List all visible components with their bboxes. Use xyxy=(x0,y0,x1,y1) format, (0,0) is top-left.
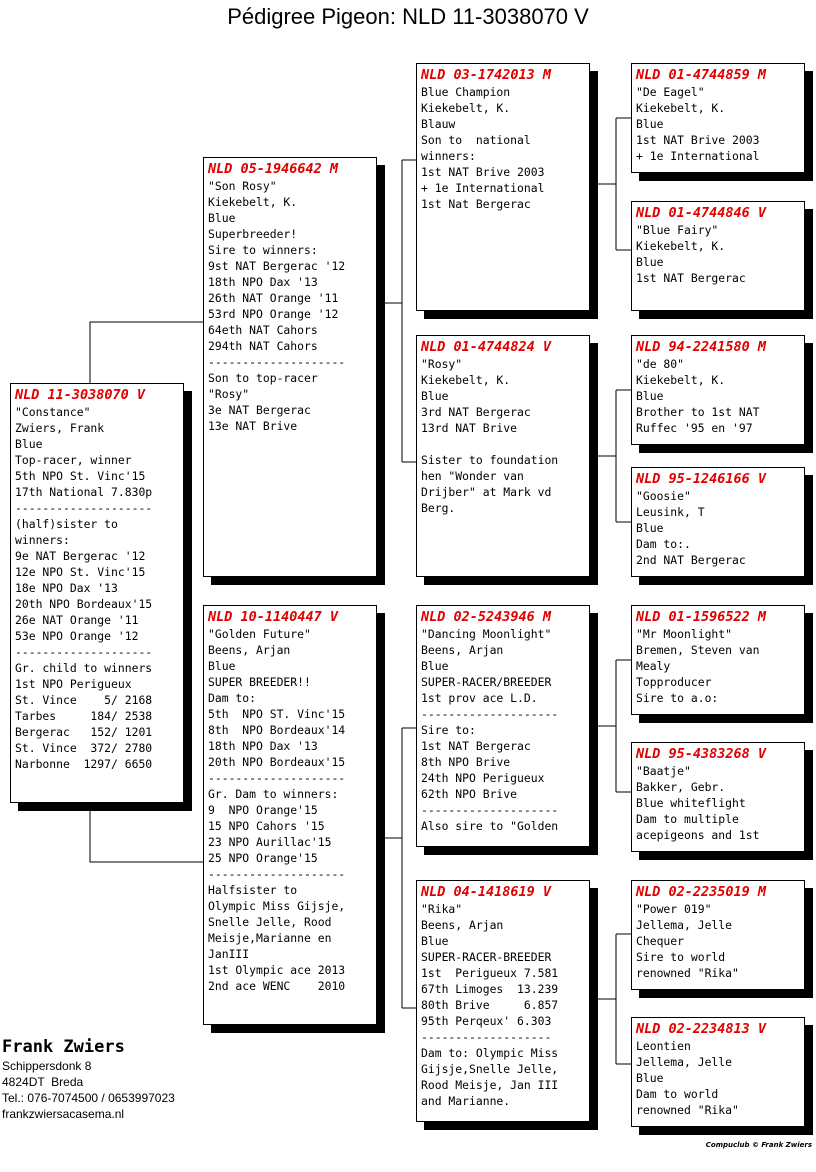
pigeon-card-dd-dam xyxy=(631,1017,805,1127)
pedigree-line: Dam to: xyxy=(208,691,257,705)
pedigree-line: Blue xyxy=(636,117,664,131)
pedigree-line: Sister to foundation xyxy=(421,453,559,467)
pedigree-line: Zwiers, Frank xyxy=(15,421,105,435)
pedigree-line: and Marianne. xyxy=(421,1094,511,1108)
pedigree-line: Blauw xyxy=(421,117,456,131)
pigeon-details xyxy=(636,1038,800,1118)
pedigree-line: Dam to: Olympic Miss xyxy=(421,1046,559,1060)
pedigree-line: Narbonne 1297/ 6650 xyxy=(15,757,153,771)
ring-number: NLD 05-1946642 M xyxy=(208,161,339,177)
pedigree-line: 20th NPO Bordeaux'15 xyxy=(15,597,153,611)
pedigree-line: 18e NPO Dax '13 xyxy=(15,581,118,595)
pedigree-line: Bergerac 152/ 1201 xyxy=(15,725,153,739)
pedigree-line: St. Vince 5/ 2168 xyxy=(15,693,153,707)
pedigree-line: Mealy xyxy=(636,659,671,673)
pedigree-line: Drijber" at Mark vd xyxy=(421,485,552,499)
pedigree-line: 1st prov ace L.D. xyxy=(421,691,538,705)
pedigree-line: Bakker, Gebr. xyxy=(636,780,726,794)
pedigree-line: Blue whiteflight xyxy=(636,796,746,810)
pedigree-line: (half)sister to xyxy=(15,517,118,531)
pedigree-line: 20th NPO Bordeaux'15 xyxy=(208,755,346,769)
pedigree-line: 294th NAT Cahors xyxy=(208,339,318,353)
pedigree-line: hen "Wonder van xyxy=(421,469,524,483)
pedigree-line: Blue xyxy=(421,389,449,403)
pedigree-line: Son to top-racer xyxy=(208,371,318,385)
pedigree-line: Halfsister to xyxy=(208,883,298,897)
pedigree-line: Blue xyxy=(636,255,664,269)
ring-number: NLD 11-3038070 V xyxy=(15,387,146,403)
pedigree-line: Berg. xyxy=(421,501,456,515)
pedigree-line: 23 NPO Aurillac'15 xyxy=(208,835,332,849)
pedigree-line: 3rd NAT Bergerac xyxy=(421,405,531,419)
pedigree-line: 1st Perigueux 7.581 xyxy=(421,966,559,980)
pigeon-card-ss-sire xyxy=(631,63,805,173)
pigeon-card-dd-sire xyxy=(631,880,805,990)
pedigree-line: "Golden Future" xyxy=(208,627,311,641)
pedigree-line: 15 NPO Cahors '15 xyxy=(208,819,325,833)
pedigree-line: Blue xyxy=(636,1071,664,1085)
pigeon-card-subject xyxy=(10,383,184,803)
pigeon-details xyxy=(421,626,585,834)
pigeon-card-dam xyxy=(203,605,377,1025)
pedigree-line: "Rosy" xyxy=(208,387,250,401)
pedigree-line: Meisje,Marianne en xyxy=(208,931,332,945)
pigeon-card-ds-sire xyxy=(631,605,805,715)
pigeon-card-sire-dam xyxy=(416,335,590,577)
pedigree-line: 67th Limoges 13.239 xyxy=(421,982,559,996)
pedigree-line: 1st NAT Brive 2003 xyxy=(636,133,760,147)
pedigree-line: St. Vince 372/ 2780 xyxy=(15,741,153,755)
pedigree-line: "Son Rosy" xyxy=(208,179,277,193)
pedigree-line: Son to national xyxy=(421,133,531,147)
pigeon-details xyxy=(636,84,800,164)
breeder-city: 4824DT Breda xyxy=(2,1075,84,1089)
pigeon-card-sire xyxy=(203,157,377,577)
pedigree-line: 5th NPO ST. Vinc'15 xyxy=(208,707,346,721)
pedigree-line: Ruffec '95 en '97 xyxy=(636,421,753,435)
pedigree-line: 3e NAT Bergerac xyxy=(208,403,311,417)
pedigree-line: + 1e International xyxy=(421,181,545,195)
ring-number: NLD 95-1246166 V xyxy=(636,471,767,487)
copyright-credit: Compuclub © Frank Zwiers xyxy=(705,1141,812,1149)
pedigree-line: 1st NPO Perigueux xyxy=(15,677,132,691)
pigeon-card-dam-dam xyxy=(416,880,590,1122)
ring-number: NLD 95-4383268 V xyxy=(636,746,767,762)
pedigree-line: "Goosie" xyxy=(636,489,691,503)
pedigree-line: Blue xyxy=(421,659,449,673)
pedigree-line: SUPER-RACER-BREEDER xyxy=(421,950,552,964)
pedigree-line: Leusink, T xyxy=(636,505,705,519)
pigeon-details xyxy=(208,178,372,434)
pedigree-line: acepigeons and 1st xyxy=(636,828,760,842)
pedigree-line: Blue xyxy=(15,437,43,451)
pigeon-details xyxy=(636,222,800,286)
breeder-street: Schippersdonk 8 xyxy=(2,1059,92,1073)
pedigree-line: Dam to multiple xyxy=(636,812,739,826)
pedigree-line: -------------------- xyxy=(208,771,346,785)
pedigree-line: "Mr Moonlight" xyxy=(636,627,733,641)
pigeon-details xyxy=(421,901,585,1109)
pedigree-line: "Rosy" xyxy=(421,357,463,371)
pedigree-line: 2nd NAT Bergerac xyxy=(636,553,746,567)
pedigree-line: Sire to a.o: xyxy=(636,691,719,705)
pedigree-line: "Blue Fairy" xyxy=(636,223,719,237)
page-title: Pédigree Pigeon: NLD 11-3038070 V xyxy=(227,4,589,29)
pedigree-line: Kiekebelt, K. xyxy=(636,101,726,115)
pedigree-line: Blue xyxy=(208,211,236,225)
ring-number: NLD 94-2241580 M xyxy=(636,339,767,355)
pedigree-line: 8th NPO Brive xyxy=(421,755,511,769)
pedigree-line: Blue xyxy=(421,934,449,948)
pigeon-card-ds-dam xyxy=(631,742,805,852)
pedigree-line: Kiekebelt, K. xyxy=(636,373,726,387)
pigeon-details xyxy=(15,404,179,772)
pedigree-line: winners: xyxy=(15,533,70,547)
pigeon-details xyxy=(636,356,800,436)
pedigree-line: 12e NPO St. Vinc'15 xyxy=(15,565,146,579)
pedigree-line: 5th NPO St. Vinc'15 xyxy=(15,469,146,483)
pedigree-line: Also sire to "Golden xyxy=(421,819,559,833)
pigeon-details xyxy=(421,356,585,516)
pedigree-line: ------------------- xyxy=(421,1030,552,1044)
pedigree-line: Sire to world xyxy=(636,950,726,964)
pedigree-line: Dam to:. xyxy=(636,537,691,551)
pedigree-line: -------------------- xyxy=(15,645,153,659)
pedigree-line: Topproducer xyxy=(636,675,712,689)
pedigree-line: Kiekebelt, K. xyxy=(208,195,298,209)
pedigree-line: "Dancing Moonlight" xyxy=(421,627,552,641)
pedigree-line: Blue xyxy=(636,389,664,403)
pedigree-line: Top-racer, winner xyxy=(15,453,132,467)
ring-number: NLD 02-2234813 V xyxy=(636,1021,767,1037)
pedigree-line: 8th NPO Bordeaux'14 xyxy=(208,723,346,737)
pedigree-line: Superbreeder! xyxy=(208,227,298,241)
pedigree-line: 2nd ace WENC 2010 xyxy=(208,979,346,993)
pedigree-line: 26e NAT Orange '11 xyxy=(15,613,139,627)
pedigree-line: Chequer xyxy=(636,934,685,948)
pedigree-line: 17th National 7.830p xyxy=(15,485,153,499)
pigeon-details xyxy=(421,84,585,212)
pedigree-line: Leontien xyxy=(636,1039,691,1053)
pedigree-line: Tarbes 184/ 2538 xyxy=(15,709,153,723)
pigeon-card-ss-dam xyxy=(631,201,805,311)
pedigree-line: Gijsje,Snelle Jelle, xyxy=(421,1062,559,1076)
pedigree-line: "Power 019" xyxy=(636,902,712,916)
pedigree-line: renowned "Rika" xyxy=(636,1103,739,1117)
pedigree-line: Kiekebelt, K. xyxy=(421,373,511,387)
ring-number: NLD 01-4744824 V xyxy=(421,339,552,355)
breeder-contact xyxy=(2,1036,175,1122)
pedigree-line: "Rika" xyxy=(421,902,463,916)
pedigree-line: Blue Champion xyxy=(421,85,511,99)
breeder-name: Frank Zwiers xyxy=(2,1037,125,1057)
pedigree-line: Beens, Arjan xyxy=(421,918,504,932)
pedigree-line: 26th NAT Orange '11 xyxy=(208,291,339,305)
pigeon-details xyxy=(636,901,800,981)
pigeon-card-dam-sire xyxy=(416,605,590,847)
pedigree-line: Dam to world xyxy=(636,1087,719,1101)
pedigree-line: Sire to: xyxy=(421,723,476,737)
pedigree-line: SUPER BREEDER!! xyxy=(208,675,311,689)
pigeon-details xyxy=(636,763,800,843)
pedigree-line: 18th NPO Dax '13 xyxy=(208,739,318,753)
pedigree-line: 1st Olympic ace 2013 xyxy=(208,963,346,977)
pedigree-line: 1st NAT Bergerac xyxy=(421,739,531,753)
pedigree-line: 1st NAT Brive 2003 xyxy=(421,165,545,179)
pedigree-line: 25 NPO Orange'15 xyxy=(208,851,318,865)
pedigree-line: Kiekebelt, K. xyxy=(421,101,511,115)
pedigree-line xyxy=(421,436,585,452)
pedigree-line: Blue xyxy=(208,659,236,673)
pedigree-line: Blue xyxy=(636,521,664,535)
pedigree-line: 1st NAT Bergerac xyxy=(636,271,746,285)
pedigree-line: SUPER-RACER/BREEDER xyxy=(421,675,552,689)
ring-number: NLD 10-1140447 V xyxy=(208,609,339,625)
pedigree-line: -------------------- xyxy=(208,355,346,369)
pedigree-line: 64eth NAT Cahors xyxy=(208,323,318,337)
pedigree-line: Gr. Dam to winners: xyxy=(208,787,339,801)
pigeon-card-sire-sire xyxy=(416,63,590,311)
pedigree-line: 95th Perqeux' 6.303 xyxy=(421,1014,552,1028)
pedigree-line: 9e NAT Bergerac '12 xyxy=(15,549,146,563)
pedigree-line: renowned "Rika" xyxy=(636,966,739,980)
pedigree-line: 53e NPO Orange '12 xyxy=(15,629,139,643)
pedigree-line: -------------------- xyxy=(421,803,559,817)
pigeon-details xyxy=(208,626,372,994)
pedigree-line: Brother to 1st NAT xyxy=(636,405,760,419)
pedigree-line: "de 80" xyxy=(636,357,685,371)
pedigree-line: Jellema, Jelle xyxy=(636,918,733,932)
breeder-email: frankzwiersacasema.nl xyxy=(2,1107,125,1121)
pedigree-line: Beens, Arjan xyxy=(208,643,291,657)
pedigree-line: 62th NPO Brive xyxy=(421,787,518,801)
pigeon-card-sd-dam xyxy=(631,467,805,577)
pedigree-line: "Constance" xyxy=(15,405,91,419)
pedigree-line: 53rd NPO Orange '12 xyxy=(208,307,339,321)
pedigree-line: 9st NAT Bergerac '12 xyxy=(208,259,346,273)
pigeon-details xyxy=(636,626,800,706)
pedigree-line: Rood Meisje, Jan III xyxy=(421,1078,559,1092)
pedigree-line: 1st Nat Bergerac xyxy=(421,197,531,211)
pedigree-line: -------------------- xyxy=(15,501,153,515)
pedigree-line: 13e NAT Brive xyxy=(208,419,298,433)
ring-number: NLD 03-1742013 M xyxy=(421,67,552,83)
pedigree-line: Kiekebelt, K. xyxy=(636,239,726,253)
ring-number: NLD 01-4744846 V xyxy=(636,205,767,221)
pedigree-line: "De Eagel" xyxy=(636,85,705,99)
breeder-phone: Tel.: 076-7074500 / 0653997023 xyxy=(2,1091,175,1105)
pedigree-line: Gr. child to winners xyxy=(15,661,153,675)
pedigree-line: 80th Brive 6.857 xyxy=(421,998,559,1012)
ring-number: NLD 01-4744859 M xyxy=(636,67,767,83)
pedigree-line: Olympic Miss Gijsje, xyxy=(208,899,346,913)
pedigree-line: "Baatje" xyxy=(636,764,691,778)
pedigree-line: -------------------- xyxy=(208,867,346,881)
ring-number: NLD 01-1596522 M xyxy=(636,609,767,625)
pedigree-line: 13rd NAT Brive xyxy=(421,421,518,435)
pedigree-line: 18th NPO Dax '13 xyxy=(208,275,318,289)
pedigree-line: Snelle Jelle, Rood xyxy=(208,915,332,929)
pedigree-line: 9 NPO Orange'15 xyxy=(208,803,318,817)
pedigree-line: 24th NPO Perigueux xyxy=(421,771,545,785)
pedigree-line: winners: xyxy=(421,149,476,163)
pedigree-line: -------------------- xyxy=(421,707,559,721)
pigeon-card-sd-sire xyxy=(631,335,805,445)
ring-number: NLD 02-2235019 M xyxy=(636,884,767,900)
pigeon-details xyxy=(636,488,800,568)
pedigree-line: Bremen, Steven van xyxy=(636,643,760,657)
pedigree-line: Jellema, Jelle xyxy=(636,1055,733,1069)
ring-number: NLD 04-1418619 V xyxy=(421,884,552,900)
pedigree-line: + 1e International xyxy=(636,149,760,163)
pedigree-line: Sire to winners: xyxy=(208,243,318,257)
pedigree-line: JanIII xyxy=(208,947,250,961)
pedigree-line: Beens, Arjan xyxy=(421,643,504,657)
ring-number: NLD 02-5243946 M xyxy=(421,609,552,625)
